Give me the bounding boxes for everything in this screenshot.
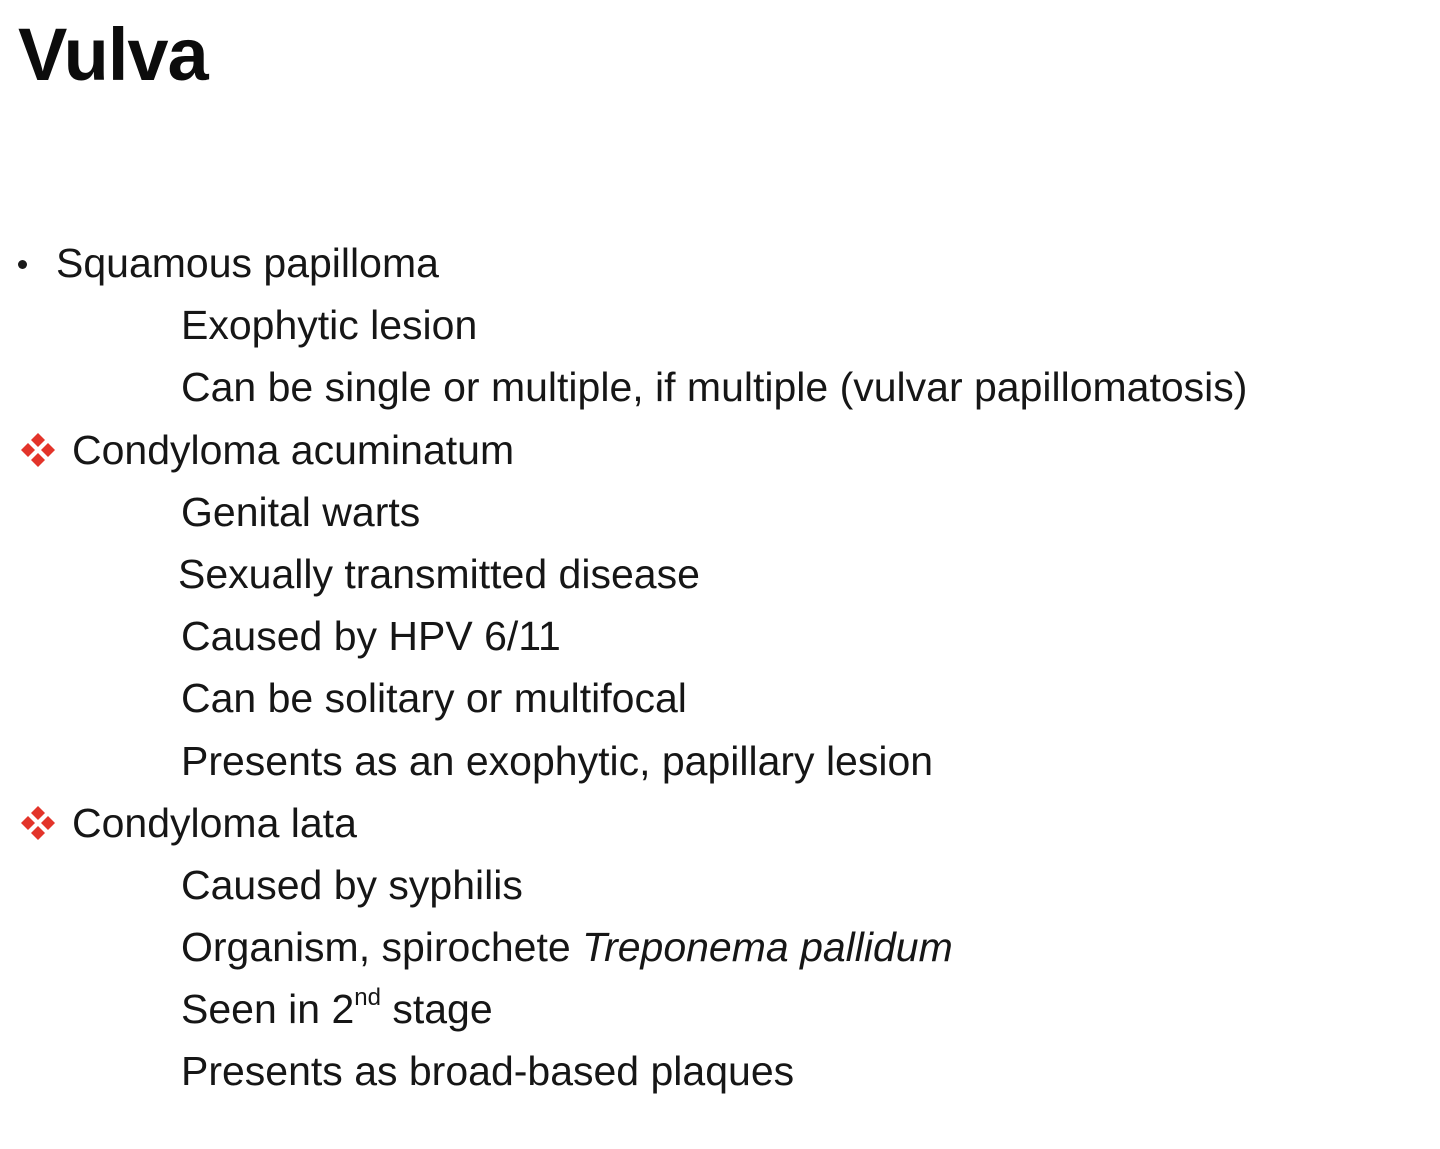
- slide-content: [0, 232, 1440, 1103]
- sub-item: Caused by syphilis: [181, 861, 523, 908]
- diamond-cluster-icon: [19, 804, 57, 842]
- sub-item: Presents as an exophytic, papillary lesion: [181, 737, 934, 784]
- sub-item: Caused by HPV 6/11: [181, 613, 561, 660]
- list-item-condyloma-lata: [0, 792, 1440, 854]
- sub-item: Genital warts: [181, 488, 421, 535]
- sub-item-stage: [0, 978, 1440, 1040]
- sub-item-text: Seen in 2: [181, 986, 355, 1033]
- sub-item-text: Organism, spirochete: [181, 924, 583, 971]
- sub-item: Can be single or multiple, if multiple (vulvar papillomatosis): [181, 364, 1248, 411]
- sub-item: Sexually transmitted disease: [178, 550, 700, 597]
- slide-title: Vulva: [18, 13, 208, 96]
- sub-item: Exophytic lesion: [181, 302, 478, 349]
- sub-item-organism: [0, 916, 1440, 978]
- diamond-cluster-icon: [19, 431, 57, 469]
- sub-item: Can be solitary or multifocal: [181, 675, 687, 722]
- sub-item: Presents as broad-based plaques: [181, 1048, 795, 1095]
- sub-item-text: stage: [380, 986, 493, 1033]
- dot-icon: [18, 260, 27, 269]
- organism-name: Treponema pallidum: [582, 924, 953, 971]
- ordinal-superscript: nd: [354, 984, 381, 1012]
- list-item-label: Condyloma lata: [72, 799, 357, 846]
- list-item-label: Condyloma acuminatum: [72, 426, 515, 473]
- list-item-condyloma-acuminatum: [0, 419, 1440, 481]
- list-item-label: Squamous papilloma: [56, 240, 439, 286]
- list-item-squamous-papilloma: [0, 232, 1440, 294]
